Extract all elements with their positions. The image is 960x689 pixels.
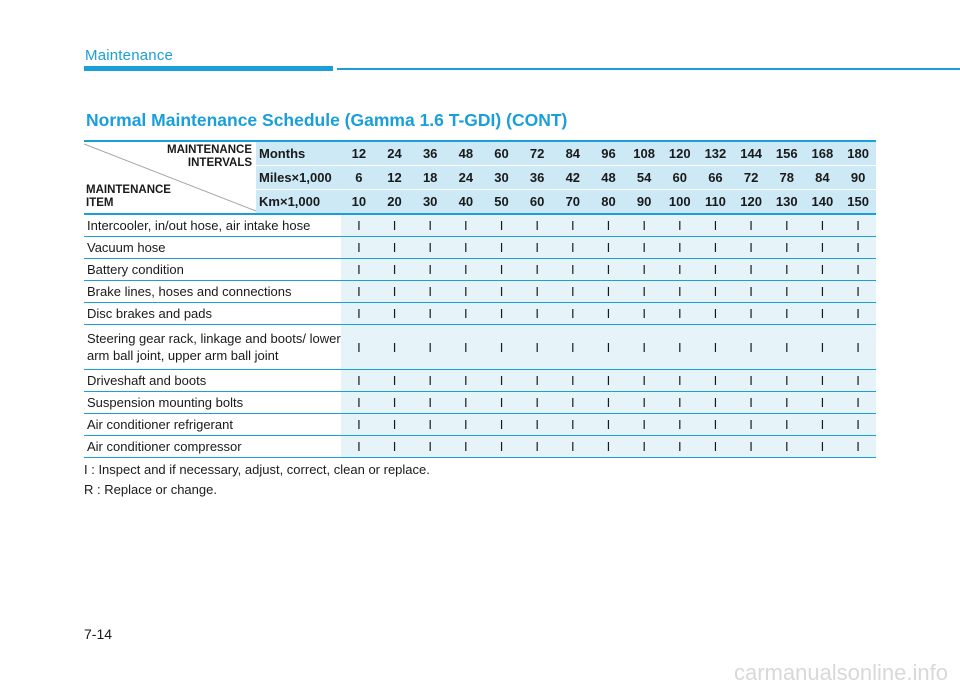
header-rule-thin	[337, 68, 960, 70]
maintenance-item: Air conditioner compressor	[84, 436, 341, 458]
header-corner-cell	[84, 141, 256, 214]
interval-value: 30	[412, 190, 448, 215]
schedule-cell: I	[555, 259, 591, 281]
schedule-cell: I	[733, 237, 769, 259]
schedule-cell: I	[448, 237, 484, 259]
interval-value: 20	[377, 190, 413, 215]
schedule-cell: I	[805, 414, 841, 436]
page-title: Normal Maintenance Schedule (Gamma 1.6 T-GDI) (CONT)	[86, 110, 568, 130]
interval-label: Months	[256, 141, 341, 166]
interval-value: 90	[840, 166, 876, 190]
corner-bottom-line: MAINTENANCE	[86, 184, 171, 196]
table-row	[84, 414, 876, 436]
schedule-cell: I	[377, 303, 413, 325]
interval-value: 80	[591, 190, 627, 215]
schedule-cell: I	[769, 214, 805, 237]
schedule-cell: I	[805, 325, 841, 370]
interval-value: 84	[555, 141, 591, 166]
schedule-cell: I	[805, 370, 841, 392]
schedule-cell: I	[733, 214, 769, 237]
schedule-cell: I	[769, 414, 805, 436]
schedule-cell: I	[698, 325, 734, 370]
maintenance-item: Disc brakes and pads	[84, 303, 341, 325]
interval-value: 90	[626, 190, 662, 215]
schedule-cell: I	[733, 414, 769, 436]
schedule-cell: I	[377, 436, 413, 458]
schedule-cell: I	[591, 281, 627, 303]
schedule-cell: I	[484, 392, 520, 414]
interval-row	[84, 141, 876, 166]
maintenance-item: Driveshaft and boots	[84, 370, 341, 392]
schedule-cell: I	[698, 214, 734, 237]
interval-value: 12	[377, 166, 413, 190]
interval-value: 84	[805, 166, 841, 190]
schedule-cell: I	[840, 436, 876, 458]
schedule-cell: I	[769, 237, 805, 259]
schedule-cell: I	[698, 414, 734, 436]
schedule-cell: I	[626, 303, 662, 325]
maintenance-item: Intercooler, in/out hose, air intake hose	[84, 214, 341, 237]
interval-value: 6	[341, 166, 377, 190]
interval-value: 132	[698, 141, 734, 166]
schedule-cell: I	[840, 303, 876, 325]
schedule-cell: I	[591, 414, 627, 436]
schedule-cell: I	[555, 392, 591, 414]
schedule-cell: I	[805, 392, 841, 414]
interval-value: 24	[448, 166, 484, 190]
interval-label: Km×1,000	[256, 190, 341, 215]
schedule-cell: I	[591, 259, 627, 281]
schedule-cell: I	[662, 237, 698, 259]
schedule-cell: I	[484, 259, 520, 281]
schedule-cell: I	[448, 303, 484, 325]
schedule-cell: I	[412, 281, 448, 303]
schedule-cell: I	[412, 414, 448, 436]
schedule-cell: I	[662, 414, 698, 436]
schedule-cell: I	[341, 303, 377, 325]
schedule-cell: I	[840, 214, 876, 237]
interval-value: 130	[769, 190, 805, 215]
schedule-cell: I	[484, 303, 520, 325]
table-row	[84, 237, 876, 259]
schedule-cell: I	[626, 214, 662, 237]
table-row	[84, 392, 876, 414]
schedule-cell: I	[341, 414, 377, 436]
interval-value: 140	[805, 190, 841, 215]
schedule-cell: I	[377, 325, 413, 370]
schedule-cell: I	[484, 325, 520, 370]
schedule-cell: I	[698, 436, 734, 458]
schedule-cell: I	[626, 259, 662, 281]
schedule-cell: I	[555, 214, 591, 237]
schedule-cell: I	[662, 281, 698, 303]
schedule-cell: I	[484, 214, 520, 237]
interval-value: 168	[805, 141, 841, 166]
schedule-cell: I	[341, 237, 377, 259]
table-row	[84, 303, 876, 325]
interval-value: 156	[769, 141, 805, 166]
interval-value: 36	[519, 166, 555, 190]
schedule-cell: I	[733, 370, 769, 392]
schedule-cell: I	[626, 237, 662, 259]
schedule-cell: I	[662, 392, 698, 414]
schedule-cell: I	[698, 281, 734, 303]
schedule-cell: I	[519, 259, 555, 281]
schedule-cell: I	[591, 303, 627, 325]
interval-value: 72	[519, 141, 555, 166]
schedule-cell: I	[377, 259, 413, 281]
schedule-cell: I	[341, 436, 377, 458]
interval-value: 48	[591, 166, 627, 190]
schedule-cell: I	[412, 237, 448, 259]
schedule-cell: I	[448, 436, 484, 458]
schedule-cell: I	[626, 392, 662, 414]
schedule-cell: I	[555, 370, 591, 392]
schedule-cell: I	[626, 436, 662, 458]
interval-value: 48	[448, 141, 484, 166]
schedule-cell: I	[555, 325, 591, 370]
schedule-cell: I	[662, 436, 698, 458]
schedule-cell: I	[484, 237, 520, 259]
schedule-cell: I	[377, 414, 413, 436]
schedule-cell: I	[840, 370, 876, 392]
header-rule-thick	[84, 66, 333, 71]
interval-value: 36	[412, 141, 448, 166]
interval-value: 120	[733, 190, 769, 215]
schedule-cell: I	[448, 214, 484, 237]
schedule-cell: I	[484, 281, 520, 303]
interval-value: 150	[840, 190, 876, 215]
schedule-cell: I	[591, 237, 627, 259]
schedule-cell: I	[698, 370, 734, 392]
schedule-cell: I	[840, 237, 876, 259]
schedule-cell: I	[805, 436, 841, 458]
schedule-cell: I	[412, 370, 448, 392]
interval-value: 72	[733, 166, 769, 190]
schedule-cell: I	[448, 392, 484, 414]
schedule-cell: I	[591, 436, 627, 458]
schedule-cell: I	[412, 303, 448, 325]
schedule-cell: I	[377, 392, 413, 414]
legend-note-replace: R : Replace or change.	[84, 482, 217, 497]
schedule-cell: I	[698, 237, 734, 259]
schedule-cell: I	[662, 370, 698, 392]
schedule-cell: I	[733, 281, 769, 303]
schedule-cell: I	[377, 370, 413, 392]
interval-value: 18	[412, 166, 448, 190]
table-row	[84, 325, 876, 370]
schedule-cell: I	[769, 325, 805, 370]
schedule-cell: I	[484, 436, 520, 458]
interval-value: 60	[484, 141, 520, 166]
schedule-cell: I	[769, 436, 805, 458]
interval-value: 30	[484, 166, 520, 190]
schedule-cell: I	[769, 303, 805, 325]
schedule-cell: I	[662, 214, 698, 237]
table-row	[84, 281, 876, 303]
schedule-cell: I	[412, 392, 448, 414]
schedule-cell: I	[448, 414, 484, 436]
page-number: 7-14	[84, 626, 113, 642]
interval-value: 60	[662, 166, 698, 190]
schedule-cell: I	[591, 325, 627, 370]
schedule-cell: I	[555, 303, 591, 325]
schedule-cell: I	[840, 392, 876, 414]
schedule-cell: I	[377, 237, 413, 259]
interval-value: 40	[448, 190, 484, 215]
interval-value: 12	[341, 141, 377, 166]
table-row	[84, 214, 876, 237]
schedule-cell: I	[519, 325, 555, 370]
interval-value: 110	[698, 190, 734, 215]
maintenance-item: Steering gear rack, linkage and boots/ lower arm ball joint, upper arm ball joint	[84, 325, 341, 370]
schedule-cell: I	[805, 303, 841, 325]
schedule-cell: I	[448, 281, 484, 303]
schedule-cell: I	[412, 325, 448, 370]
schedule-cell: I	[805, 214, 841, 237]
schedule-cell: I	[840, 414, 876, 436]
schedule-cell: I	[840, 281, 876, 303]
schedule-cell: I	[377, 214, 413, 237]
schedule-cell: I	[519, 281, 555, 303]
schedule-cell: I	[519, 303, 555, 325]
schedule-cell: I	[733, 436, 769, 458]
maintenance-item: Air conditioner refrigerant	[84, 414, 341, 436]
schedule-cell: I	[484, 370, 520, 392]
corner-intervals-label	[167, 144, 252, 170]
schedule-cell: I	[733, 325, 769, 370]
maintenance-item: Brake lines, hoses and connections	[84, 281, 341, 303]
interval-value: 50	[484, 190, 520, 215]
schedule-cell: I	[377, 281, 413, 303]
schedule-cell: I	[733, 392, 769, 414]
schedule-cell: I	[341, 370, 377, 392]
maintenance-item: Vacuum hose	[84, 237, 341, 259]
interval-value: 78	[769, 166, 805, 190]
schedule-cell: I	[412, 259, 448, 281]
schedule-cell: I	[733, 259, 769, 281]
schedule-cell: I	[519, 214, 555, 237]
schedule-cell: I	[840, 259, 876, 281]
schedule-cell: I	[698, 303, 734, 325]
schedule-cell: I	[519, 237, 555, 259]
interval-value: 60	[519, 190, 555, 215]
interval-value: 66	[698, 166, 734, 190]
schedule-cell: I	[555, 436, 591, 458]
schedule-cell: I	[662, 303, 698, 325]
schedule-cell: I	[662, 259, 698, 281]
interval-value: 10	[341, 190, 377, 215]
interval-value: 100	[662, 190, 698, 215]
schedule-cell: I	[555, 281, 591, 303]
schedule-cell: I	[412, 214, 448, 237]
schedule-cell: I	[448, 370, 484, 392]
schedule-cell: I	[626, 281, 662, 303]
schedule-cell: I	[733, 303, 769, 325]
schedule-cell: I	[769, 392, 805, 414]
watermark-text: carmanualsonline.info	[733, 660, 948, 685]
interval-value: 96	[591, 141, 627, 166]
schedule-cell: I	[769, 370, 805, 392]
schedule-cell: I	[769, 281, 805, 303]
table-row	[84, 370, 876, 392]
interval-value: 120	[662, 141, 698, 166]
corner-item-label	[86, 184, 171, 210]
table-row	[84, 259, 876, 281]
legend-note-inspect: I : Inspect and if necessary, adjust, correct, clean or replace.	[84, 462, 430, 477]
schedule-cell: I	[769, 259, 805, 281]
schedule-cell: I	[805, 259, 841, 281]
schedule-cell: I	[555, 237, 591, 259]
schedule-cell: I	[698, 392, 734, 414]
maintenance-schedule-table	[84, 140, 876, 458]
schedule-cell: I	[626, 325, 662, 370]
interval-label: Miles×1,000	[256, 166, 341, 190]
interval-value: 70	[555, 190, 591, 215]
schedule-cell: I	[662, 325, 698, 370]
interval-value: 42	[555, 166, 591, 190]
schedule-cell: I	[341, 392, 377, 414]
schedule-cell: I	[412, 436, 448, 458]
maintenance-item: Battery condition	[84, 259, 341, 281]
schedule-cell: I	[519, 392, 555, 414]
schedule-cell: I	[805, 237, 841, 259]
schedule-cell: I	[341, 259, 377, 281]
section-header: Maintenance	[85, 47, 174, 64]
schedule-cell: I	[341, 281, 377, 303]
maintenance-item: Suspension mounting bolts	[84, 392, 341, 414]
interval-value: 108	[626, 141, 662, 166]
corner-top-line: MAINTENANCE	[167, 144, 253, 156]
corner-top-line: INTERVALS	[187, 157, 253, 169]
schedule-cell: I	[591, 370, 627, 392]
schedule-cell: I	[519, 370, 555, 392]
interval-value: 180	[840, 141, 876, 166]
schedule-cell: I	[840, 325, 876, 370]
schedule-cell: I	[626, 414, 662, 436]
corner-bottom-line: ITEM	[86, 197, 114, 209]
schedule-cell: I	[341, 325, 377, 370]
interval-value: 144	[733, 141, 769, 166]
schedule-cell: I	[591, 392, 627, 414]
schedule-cell: I	[626, 370, 662, 392]
schedule-cell: I	[591, 214, 627, 237]
table-row	[84, 436, 876, 458]
schedule-cell: I	[519, 436, 555, 458]
schedule-cell: I	[448, 325, 484, 370]
schedule-cell: I	[698, 259, 734, 281]
schedule-cell: I	[555, 414, 591, 436]
interval-value: 24	[377, 141, 413, 166]
schedule-cell: I	[484, 414, 520, 436]
schedule-cell: I	[448, 259, 484, 281]
schedule-cell: I	[805, 281, 841, 303]
schedule-cell: I	[519, 414, 555, 436]
schedule-cell: I	[341, 214, 377, 237]
interval-value: 54	[626, 166, 662, 190]
